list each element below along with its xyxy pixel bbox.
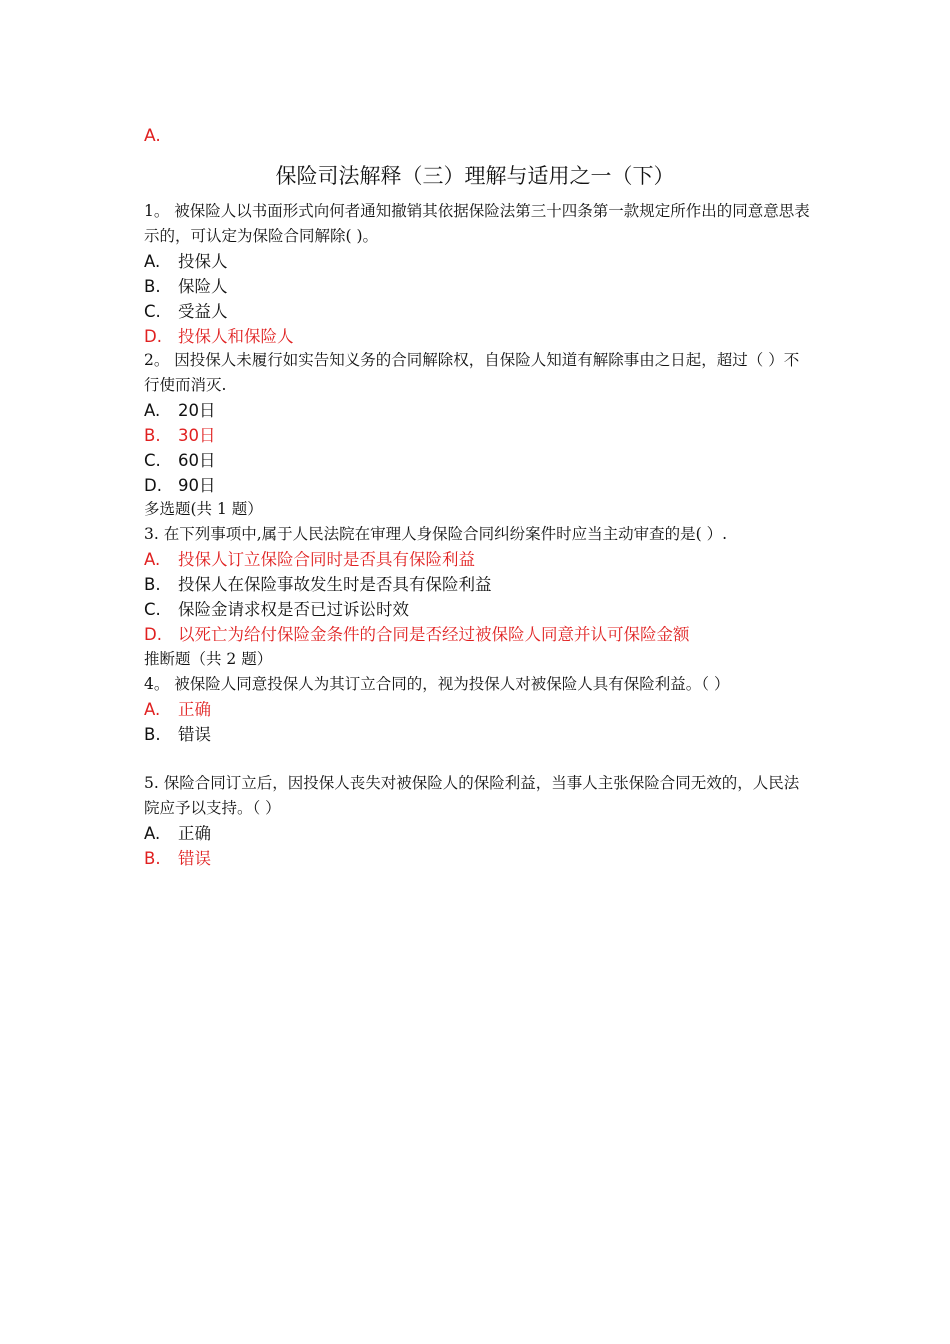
question-5 — [144, 771, 814, 871]
section-heading-judge: 推断题（共 2 题） — [144, 650, 273, 668]
option-5a[interactable] — [144, 821, 814, 846]
option-1a[interactable] — [144, 249, 814, 274]
option-2a[interactable] — [144, 398, 814, 423]
question-text: 1。 被保险人以书面形式向何者通知撤销其依据保险法第三十四条第一款规定所作出的同意意思表示的，可认定为保险合同解除( )。 — [144, 202, 810, 245]
option-3c[interactable] — [144, 597, 814, 622]
option-text: 投保人 — [178, 252, 228, 271]
option-4b[interactable] — [144, 722, 814, 747]
option-text: 投保人在保险事故发生时是否具有保险利益 — [178, 575, 492, 594]
option-letter: B. — [144, 426, 161, 445]
option-letter: C. — [144, 302, 161, 321]
option-2d[interactable] — [144, 473, 814, 498]
option-3b[interactable] — [144, 572, 814, 597]
option-text: 投保人订立保险合同时是否具有保险利益 — [178, 550, 475, 569]
option-text: 90日 — [178, 476, 216, 495]
option-text: 保险金请求权是否已过诉讼时效 — [178, 600, 409, 619]
option-text: 保险人 — [178, 277, 228, 296]
option-text: 20日 — [178, 401, 216, 420]
section-heading-multi: 多选题(共 1 题） — [144, 500, 263, 518]
option-letter: A. — [144, 252, 161, 271]
option-letter: D. — [144, 476, 162, 495]
lead-answer: A. — [144, 126, 161, 146]
question-text: 5. 保险合同订立后，因投保人丧失对被保险人的保险利益，当事人主张保险合同无效的，人民法院应予以支持。（ ） — [144, 774, 800, 817]
option-1c[interactable] — [144, 299, 814, 324]
option-letter: D. — [144, 327, 162, 346]
option-letter: B. — [144, 277, 161, 296]
option-3a[interactable] — [144, 547, 814, 572]
question-text: 2。 因投保人未履行如实告知义务的合同解除权，自保险人知道有解除事由之日起，超过（ ）不行使而消灭. — [144, 351, 800, 394]
page-title: 保险司法解释（三）理解与适用之一（下） — [275, 164, 675, 188]
option-letter: B. — [144, 575, 161, 594]
option-5b[interactable] — [144, 846, 814, 871]
question-1 — [144, 199, 814, 349]
question-text: 3. 在下列事项中,属于人民法院在审理人身保险合同纠纷案件时应当主动审查的是( ）. — [144, 525, 728, 543]
option-text: 60日 — [178, 451, 216, 470]
option-text: 正确 — [178, 700, 211, 719]
option-2b[interactable] — [144, 423, 814, 448]
option-letter: A. — [144, 824, 161, 843]
option-letter: C. — [144, 451, 161, 470]
question-3 — [144, 497, 814, 647]
option-letter: A. — [144, 700, 161, 719]
option-letter: C. — [144, 600, 161, 619]
option-text: 30日 — [178, 426, 216, 445]
question-2 — [144, 348, 814, 498]
option-2c[interactable] — [144, 448, 814, 473]
option-letter: B. — [144, 725, 161, 744]
option-text: 错误 — [178, 849, 211, 868]
option-text: 投保人和保险人 — [178, 327, 294, 346]
question-4 — [144, 647, 814, 747]
option-4a[interactable] — [144, 697, 814, 722]
option-text: 以死亡为给付保险金条件的合同是否经过被保险人同意并认可保险金额 — [178, 625, 690, 644]
option-letter: A. — [144, 550, 161, 569]
option-text: 错误 — [178, 725, 211, 744]
option-letter: B. — [144, 849, 161, 868]
option-text: 正确 — [178, 824, 211, 843]
option-3d[interactable] — [144, 622, 814, 647]
question-text: 4。 被保险人同意投保人为其订立合同的，视为投保人对被保险人具有保险利益。（ ） — [144, 675, 730, 693]
option-1d[interactable] — [144, 324, 814, 349]
option-letter: A. — [144, 401, 161, 420]
option-letter: D. — [144, 625, 162, 644]
option-1b[interactable] — [144, 274, 814, 299]
option-text: 受益人 — [178, 302, 228, 321]
